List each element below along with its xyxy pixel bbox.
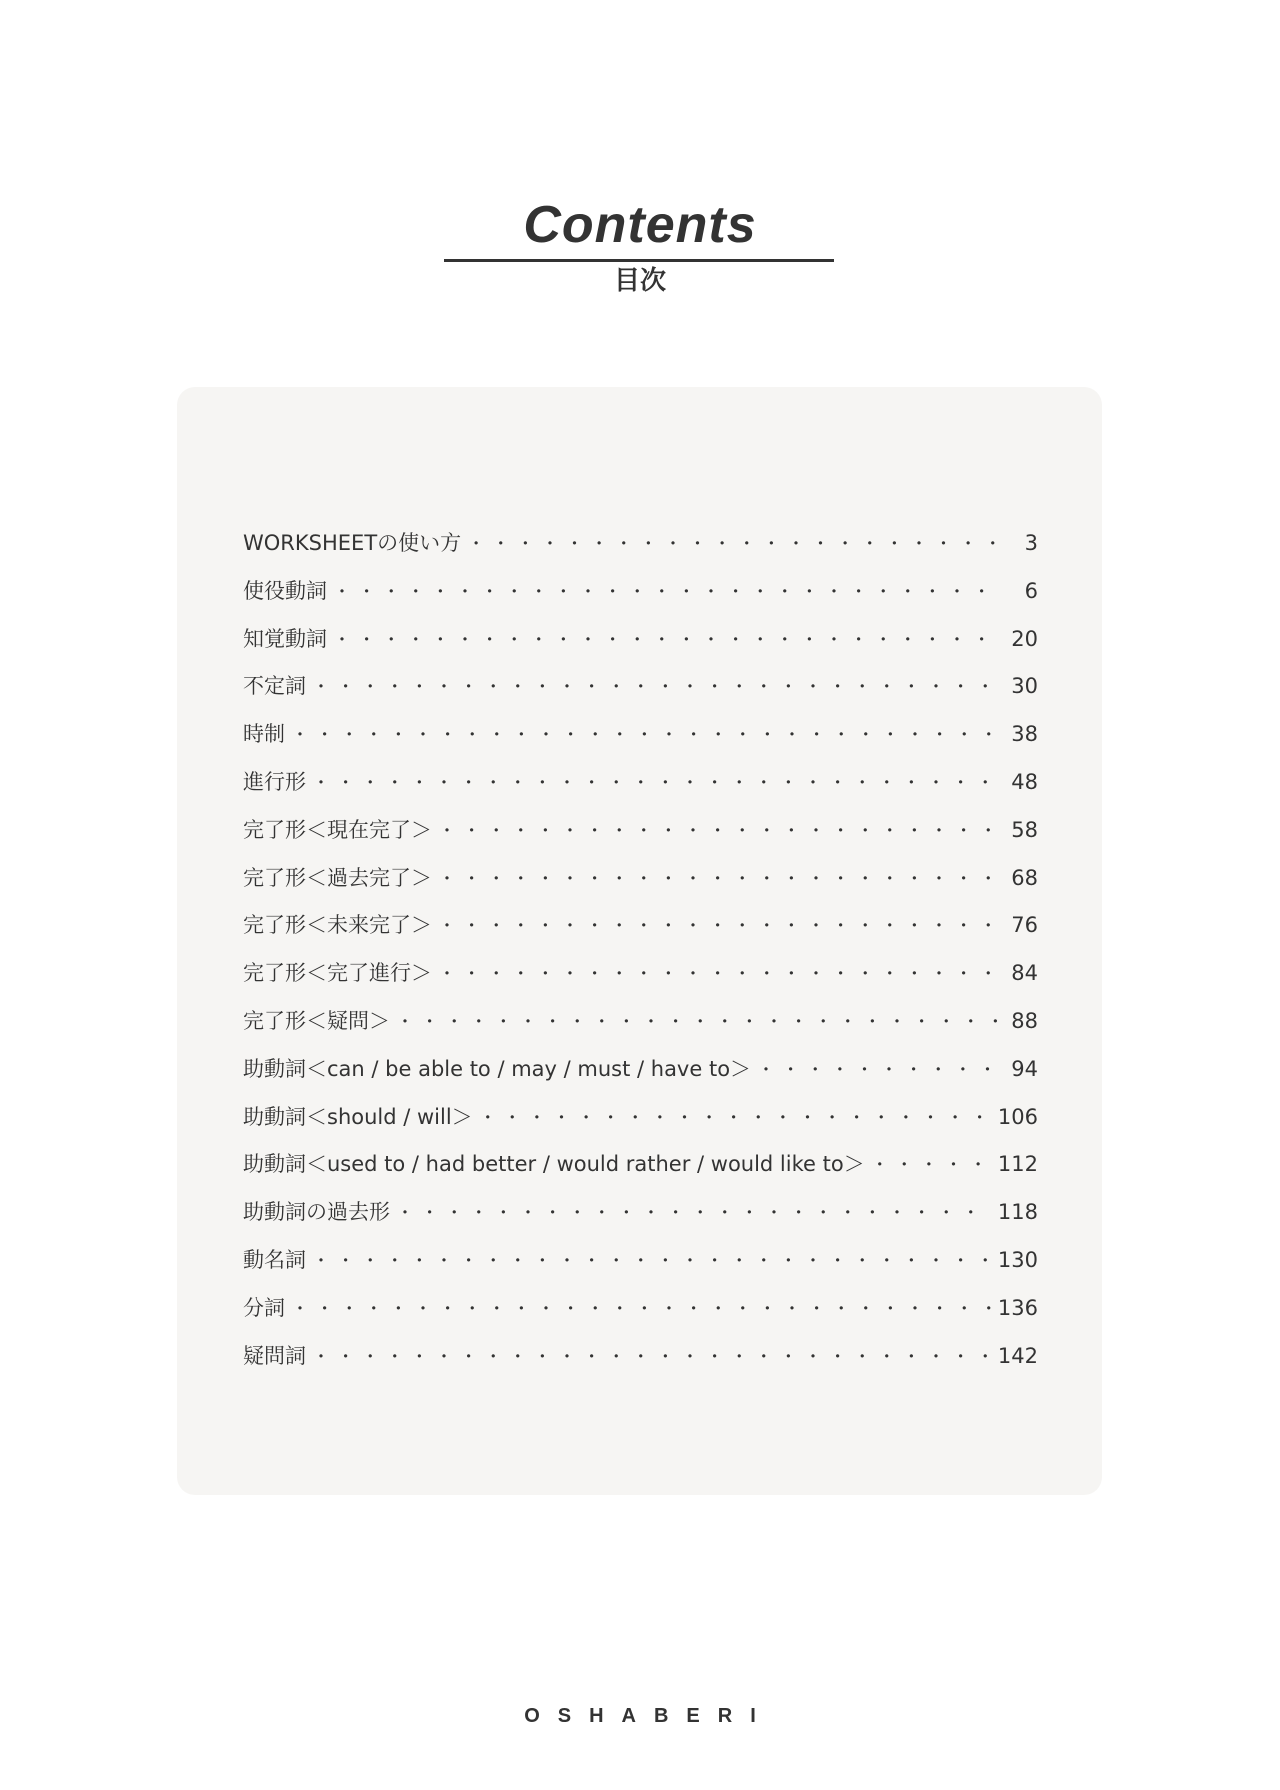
contents-header xyxy=(0,195,1280,298)
toc-entry-label: 助動詞＜used to / had better / would rather / would like to＞ xyxy=(243,1152,865,1177)
toc-entry[interactable] xyxy=(243,527,1038,575)
toc-entry-page: 20 xyxy=(1011,626,1038,651)
toc-dot-leader xyxy=(312,1247,992,1273)
toc-entry-label: 使役動詞 xyxy=(243,578,327,603)
toc-dot-leader xyxy=(438,865,998,891)
toc-entry[interactable] xyxy=(243,909,1038,957)
toc-entry[interactable] xyxy=(243,623,1038,671)
toc-entry-label: 完了形＜過去完了＞ xyxy=(243,865,432,890)
toc-dot-leader xyxy=(438,960,998,986)
toc-entry-label: 助動詞の過去形 xyxy=(243,1200,390,1225)
toc-dot-leader xyxy=(312,1343,992,1369)
toc-entry-page: 3 xyxy=(1024,531,1038,555)
brand-footer: OSHABERI xyxy=(524,1705,774,1727)
toc-entry-page: 88 xyxy=(1011,1008,1038,1033)
toc-entry[interactable] xyxy=(243,670,1038,718)
toc-entry-label: 完了形＜完了進行＞ xyxy=(243,961,432,986)
title-underline xyxy=(444,259,834,262)
toc-entry-label: WORKSHEETの使い方 xyxy=(243,531,462,555)
toc-entry-label: 助動詞＜should / will＞ xyxy=(243,1104,473,1129)
toc-entry[interactable] xyxy=(243,1340,1038,1388)
toc-entry-label: 分詞 xyxy=(243,1295,285,1320)
toc-entry[interactable] xyxy=(243,575,1038,623)
toc-entry-page: 94 xyxy=(1011,1056,1038,1081)
toc-entry-page: 136 xyxy=(997,1295,1038,1320)
toc-entry-page: 112 xyxy=(997,1152,1038,1177)
toc-list xyxy=(243,527,1038,1387)
toc-entry[interactable] xyxy=(243,1292,1038,1340)
toc-dot-leader xyxy=(333,578,998,604)
toc-dot-leader xyxy=(396,1199,992,1225)
toc-dot-leader xyxy=(291,1295,992,1321)
toc-entry[interactable] xyxy=(243,862,1038,910)
toc-entry[interactable] xyxy=(243,1244,1038,1292)
toc-entry-page: 142 xyxy=(997,1343,1038,1368)
toc-dot-leader xyxy=(396,1008,998,1034)
toc-entry-page: 106 xyxy=(997,1104,1038,1129)
toc-dot-leader xyxy=(479,1104,992,1130)
toc-entry-label: 進行形 xyxy=(243,769,306,794)
toc-dot-leader xyxy=(438,912,998,938)
toc-dot-leader xyxy=(333,626,998,652)
toc-panel xyxy=(177,387,1102,1495)
toc-entry[interactable] xyxy=(243,1196,1038,1244)
toc-entry-page: 48 xyxy=(1011,769,1038,794)
toc-entry-page: 30 xyxy=(1011,674,1038,699)
toc-dot-leader xyxy=(438,817,998,843)
toc-entry[interactable] xyxy=(243,1101,1038,1149)
page-title: Contents xyxy=(523,196,757,254)
toc-dot-leader xyxy=(312,673,998,699)
toc-entry[interactable] xyxy=(243,1148,1038,1196)
toc-dot-leader xyxy=(312,769,998,795)
toc-entry[interactable] xyxy=(243,1053,1038,1101)
toc-entry-page: 6 xyxy=(1024,578,1038,603)
toc-dot-leader xyxy=(291,721,998,747)
toc-entry-page: 76 xyxy=(1011,913,1038,938)
toc-entry-label: 完了形＜未来完了＞ xyxy=(243,913,432,938)
toc-entry-page: 84 xyxy=(1011,961,1038,986)
toc-dot-leader xyxy=(467,530,998,556)
toc-entry-label: 知覚動詞 xyxy=(243,626,327,651)
toc-entry-page: 130 xyxy=(997,1247,1038,1272)
toc-entry-page: 118 xyxy=(997,1200,1038,1225)
toc-dot-leader xyxy=(757,1056,998,1082)
toc-entry-label: 動名詞 xyxy=(243,1247,306,1272)
toc-dot-leader xyxy=(871,1151,992,1177)
toc-entry-label: 時制 xyxy=(243,722,285,747)
toc-entry-label: 疑問詞 xyxy=(243,1343,306,1368)
toc-entry-label: 不定詞 xyxy=(243,674,306,699)
toc-entry[interactable] xyxy=(243,1005,1038,1053)
toc-entry-label: 完了形＜疑問＞ xyxy=(243,1008,390,1033)
toc-entry-page: 38 xyxy=(1011,722,1038,747)
toc-entry-label: 完了形＜現在完了＞ xyxy=(243,817,432,842)
toc-entry[interactable] xyxy=(243,766,1038,814)
toc-entry-page: 58 xyxy=(1011,817,1038,842)
toc-entry[interactable] xyxy=(243,957,1038,1005)
toc-entry-label: 助動詞＜can / be able to / may / must / have to＞ xyxy=(243,1056,752,1081)
toc-entry[interactable] xyxy=(243,814,1038,862)
page-subtitle: 目次 xyxy=(613,266,666,296)
toc-entry[interactable] xyxy=(243,718,1038,766)
toc-entry-page: 68 xyxy=(1011,865,1038,890)
